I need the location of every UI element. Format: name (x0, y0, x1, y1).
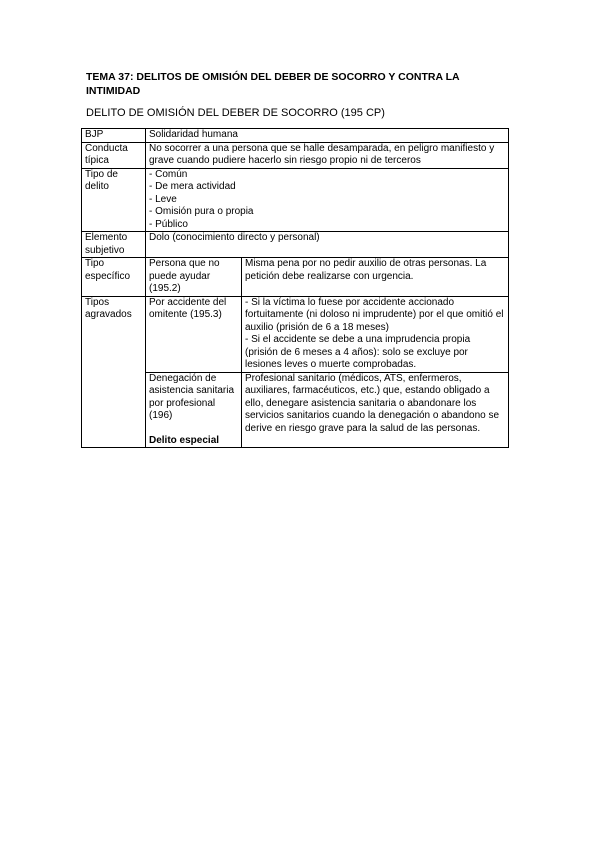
delito-especial-note: Delito especial (149, 434, 220, 446)
list-item: - De mera actividad (149, 181, 236, 192)
row-label: Tipo de delito (82, 168, 146, 232)
row-value: Profesional sanitario (médicos, ATS, enfermeros, auxiliares, farmacéuticos, etc.) que, estando obligado a ello, denegare asistencia sanitaria o abandonare los servicios sanitarios cuando la denegación o abandono se derive en riesgo grave para la salud de las personas. (242, 372, 509, 448)
list-item: - Leve (149, 193, 177, 205)
accident-clause-2: - Si el accidente se debe a una imprudencia propia (prisión de 6 meses a 4 años): solo se excluye por lesiones leves o muerte comprobadas. (245, 334, 471, 370)
row-label: BJP (82, 129, 146, 143)
row-value: No socorrer a una persona que se halle desamparada, en peligro manifiesto y grave cuando pudiere hacerlo sin riesgo propio ni de terceros (146, 142, 509, 168)
page-title: TEMA 37: DELITOS DE OMISIÓN DEL DEBER DE SOCORRO Y CONTRA LA INTIMIDAD (86, 71, 460, 97)
row-label: Tipos agravados (82, 296, 146, 448)
denegacion-label: Denegación de asistencia sanitaria por profesional (196) (149, 372, 235, 421)
table-row-bjp (82, 129, 509, 143)
table-row-agravados-accidente (82, 296, 509, 372)
row-value: Solidaridad humana (146, 129, 509, 143)
row-label: Tipo específico (82, 258, 146, 297)
row-value: Misma pena por no pedir auxilio de otras personas. La petición debe realizarse con urgencia. (242, 258, 509, 297)
row-value: Dolo (conocimiento directo y personal) (146, 232, 509, 258)
row-sublabel (146, 372, 242, 448)
row-value-list (146, 168, 509, 232)
section-subtitle: DELITO DE OMISIÓN DEL DEBER DE SOCORRO (195 CP) (86, 107, 385, 119)
accident-clause-1: - Si la víctima lo fuese por accidente accionado fortuitamente (ni doloso ni imprudente) por el que omitió el auxilio (prisión de 6 a 18 meses) (245, 296, 504, 333)
table-row-elemento (82, 232, 509, 258)
list-item: - Omisión pura o propia (149, 206, 254, 217)
list-item: - Público (149, 218, 188, 230)
table-row-tipo-delito (82, 168, 509, 232)
crime-table (81, 128, 509, 448)
list-item: - Común (149, 168, 188, 180)
spacer (149, 423, 238, 435)
row-label: Elemento subjetivo (82, 232, 146, 258)
table-row-agravados-denegacion (82, 372, 509, 448)
row-sublabel: Por accidente del omitente (195.3) (146, 296, 242, 372)
table-row-tipo-especifico (82, 258, 509, 297)
row-label: Conducta típica (82, 142, 146, 168)
row-sublabel: Persona que no puede ayudar (195.2) (146, 258, 242, 297)
row-value (242, 296, 509, 372)
table-row-conducta (82, 142, 509, 168)
